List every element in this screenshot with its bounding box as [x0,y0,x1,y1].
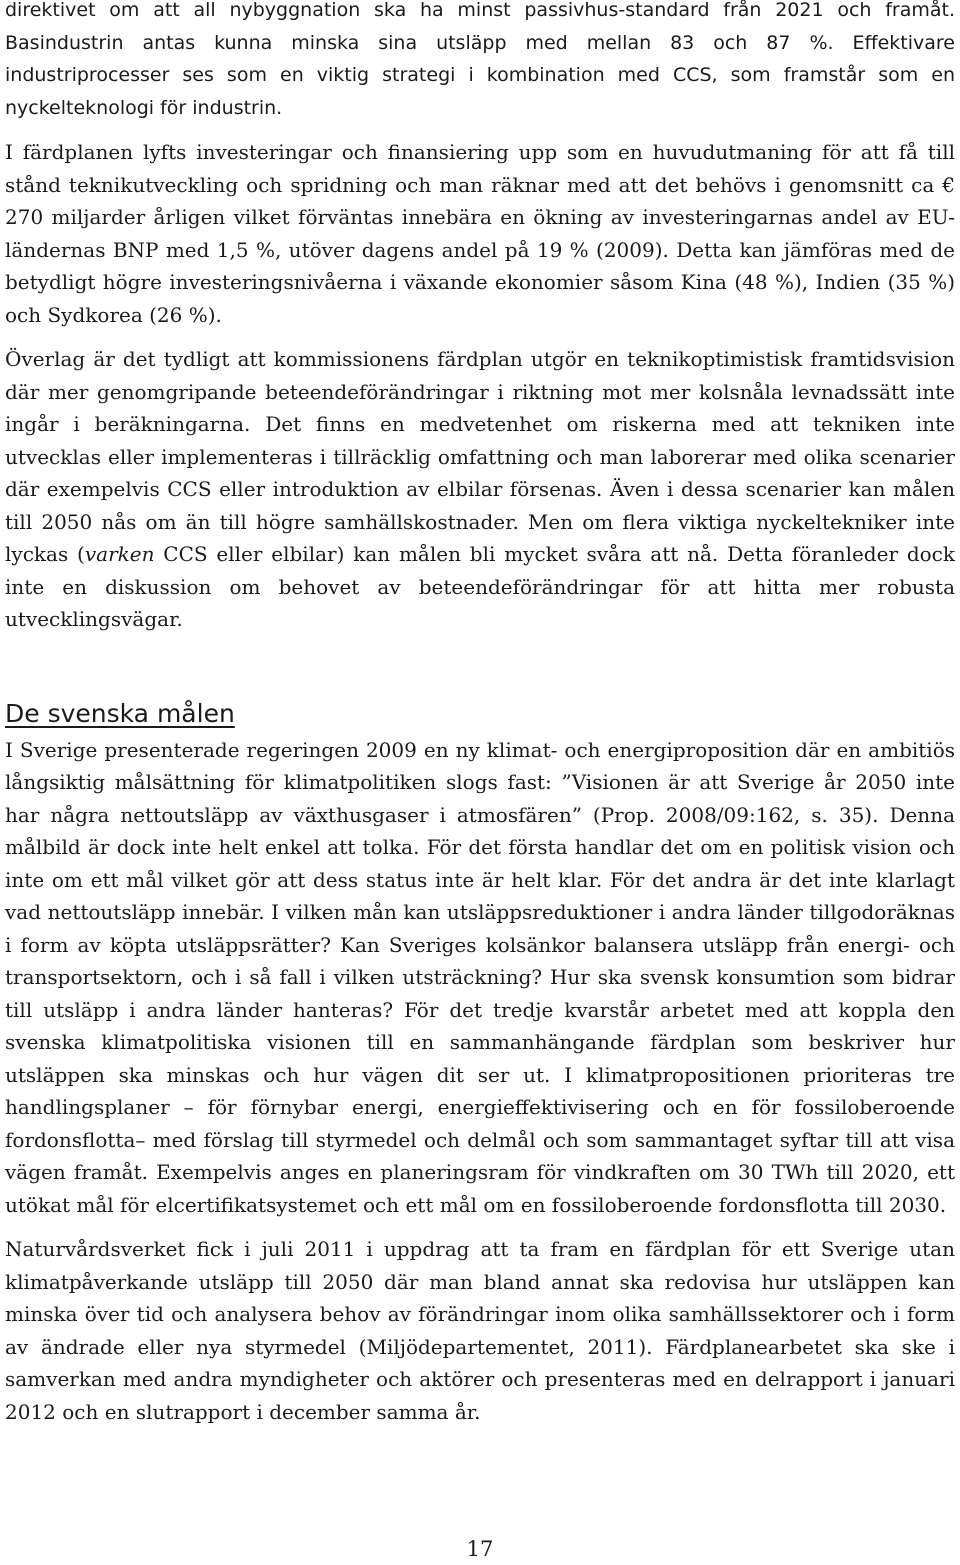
paragraph-investments: I färdplanen lyfts investeringar och finansiering upp som en huvudutmaning för att få till stånd teknikutveckling och spridning och man räknar med att det behövs i genomsnitt ca € 270 miljarder årligen vilket förväntas innebära en ökning av investeringarnas andel av EU-ländernas BNP med 1,5 %, utöver dagens andel på 19 % (2009). Detta kan jämföras med de betydligt högre investeringsnivåerna i växande ekonomier såsom Kina (48 %), Indien (35 %) och Sydkorea (26 %). [5,140,955,327]
document-page [5,0,955,1428]
paragraph-technology-vision-text: Överlag är det tydligt att kommissionens färdplan utgör en teknikoptimistisk framtidsvision där mer genomgripande beteendeförändringar i riktning mot mer kolsnåla levnadssätt inte ingår i beräkningarna. Det finns en medvetenhet om riskerna med att tekniken inte utvecklas eller implementeras i tillräcklig omfattning och man laborerar med olika scenarier där exempelvis CCS eller introduktion av elbilar försenas. Även i dessa scenarier kan målen till 2050 nås om än till högre samhällskostnader. Men om flera viktiga nyckeltekniker inte lyckas ( [5,347,955,566]
paragraph-technology-vision-tail: CCS eller elbilar) kan målen bli mycket svåra att nå. Detta föranleder dock inte en diskussion om behovet av beteendeförändringar för att hitta mer robusta utvecklingsvägar. [5,542,955,631]
paragraph-swedish-goals: I Sverige presenterade regeringen 2009 en ny klimat- och energiproposition där en ambitiös långsiktig målsättning för klimatpolitiken slogs fast: ”Visionen är att Sverige år 2050 inte har några nettoutsläpp av växthusgaser i atmosfären” (Prop. 2008/09:162, s. 35). Denna målbild är dock inte helt enkel att tolka. För det första handlar det om en politisk vision och inte om ett mål vilket gör att dess status inte är helt klar. För det andra är det inte klarlagt vad nettoutsläpp innebär. I vilken mån kan utsläppsreduktioner i andra länder tillgodoräknas i form av köpta utsläppsrätter? Kan Sveriges kolsänkor balansera utsläpp från energi- och transportsektorn, och i så fall i vilken utsträckning? Hur ska svensk konsumtion som bidrar till utsläpp i andra länder hanteras? För det tredje kvarstår arbetet med att koppla den svenska klimatpolitiska visionen till en sammanhängande färdplan som beskriver hur utsläppen ska minskas och hur vägen dit ser ut. I klimatpropositionen prioriteras tre handlingsplaner – för förnybar energi, energieffektivisering och en för fossiloberoende fordonsflotta– med förslag till styrmedel och delmål och som sammantaget syftar till att visa vägen framåt. Exempelvis anges en planeringsram för vindkraften om 30 TWh till 2020, ett utökat mål för elcertifikatsystemet och ett mål om en fossiloberoende fordonsflotta till 2030. [5,737,955,1217]
paragraph-technology-vision [5,343,955,636]
paragraph-roadmap-assignment: Naturvårdsverket fick i juli 2011 i uppdrag att ta fram en färdplan för ett Sverige utan klimatpåverkande utsläpp till 2050 där man bland annat ska redovisa hur utsläppen kan minska över tid och analysera behov av förändringar inom olika samhällssektorer och i form av ändrade eller nya styrmedel (Miljödepartementet, 2011). Färdplanearbetet ska ske i samverkan med andra myndigheter och aktörer och presenteras med en delrapport i januari 2012 och en slutrapport i december samma år. [5,1237,955,1424]
section-heading: De svenska målen [5,698,235,728]
emphasis-word: varken [84,542,155,566]
page-number: 17 [466,1537,494,1561]
paragraph-continuation: direktivet om att all nybyggnation ska ha minst passivhus-standard från 2021 och framåt. Basindustrin antas kunna minska sina utsläpp med mellan 83 och 87 %. Effektivare industriprocesser ses som en viktig strategi i kombination med CCS, som framstår som en nyckelteknologi för industrin. [5,0,955,119]
